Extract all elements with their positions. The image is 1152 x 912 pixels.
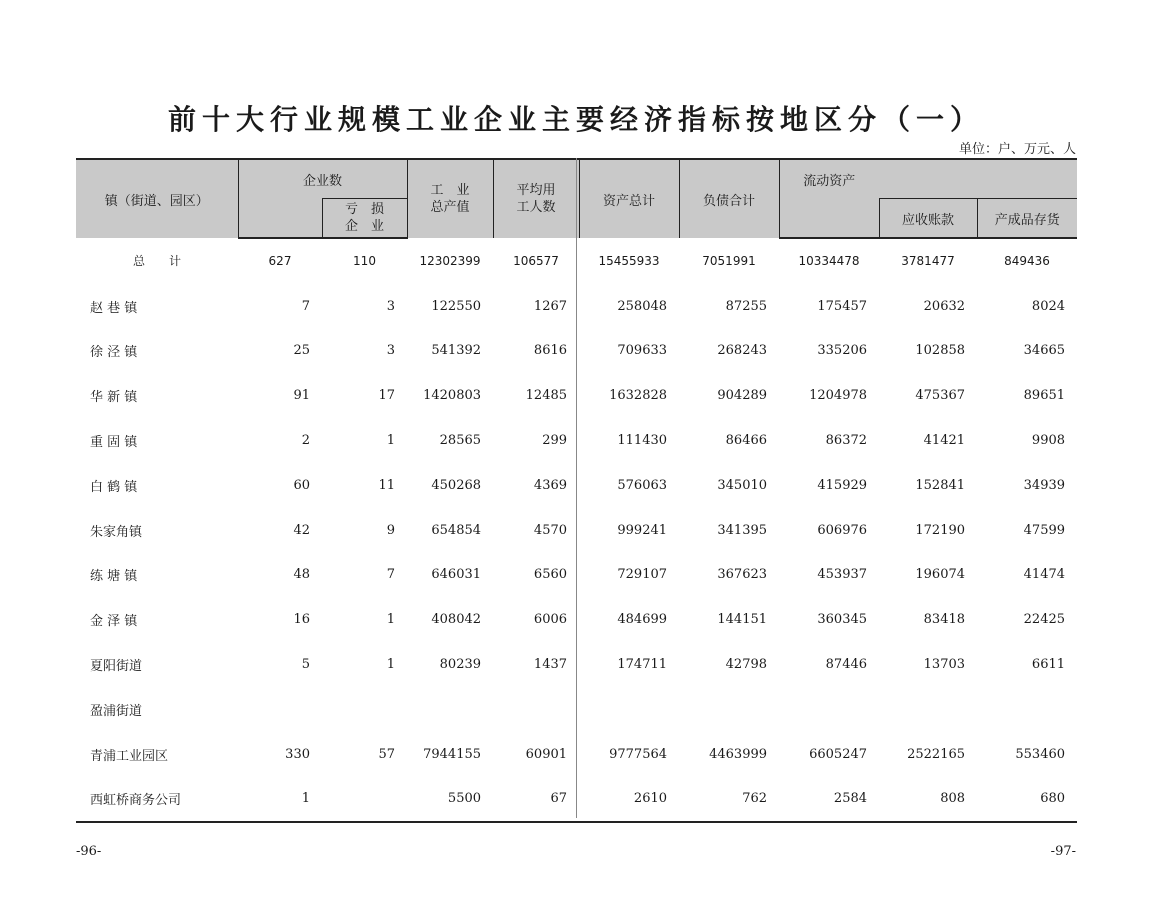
cell-receivables: 152841 [915,477,966,493]
cell-liabilities: 367623 [717,567,768,583]
cell-output: 654854 [431,522,482,538]
header-liabilities: 负债合计 [679,159,779,238]
header-spacer [879,159,1077,199]
cell-receivables: 808 [879,777,977,823]
cell-liabilities: 762 [679,777,779,823]
cell-loss: 9 [386,522,396,538]
cell-inventory: 89651 [1023,388,1066,404]
cell-liabilities [679,687,779,732]
cell-liabilities: 345010 [717,477,768,493]
cell-loss: 11 [378,477,396,493]
cell-workers: 6006 [533,612,568,628]
cell-output: 408042 [431,612,482,628]
header-current-assets: 流动资产 [779,159,879,199]
cell-output: 28565 [439,433,482,449]
town-name: 白 鹤 镇 [90,479,138,495]
cell-enterprises [238,687,322,732]
cell-current-assets: 1204978 [809,388,868,404]
cell-current-assets: 360345 [817,612,868,628]
cell-receivables: 41421 [923,433,966,449]
cell-output: 7944155 [423,746,482,762]
cell-enterprises: 60 [293,477,310,493]
cell-output: 80239 [439,657,482,673]
cell-output: 5500 [407,777,493,823]
cell-receivables: 83418 [923,612,966,628]
cell-receivables: 20632 [923,298,966,314]
cell-assets: 999241 [617,522,668,538]
cell-loss: 3 [386,343,396,359]
unit-label: 单位：户、万元、人 [958,142,1076,157]
cell-inventory: 34939 [1023,477,1066,493]
cell-inventory: 9908 [1031,433,1066,449]
cell-receivables: 102858 [915,343,966,359]
cell-enterprises: 42 [293,522,310,538]
cell-loss: 1 [386,433,396,449]
cell-liabilities: 144151 [717,612,768,628]
cell-inventory: 34665 [1023,343,1066,359]
cell-receivables: 2522165 [907,746,966,762]
cell-workers: 1267 [533,298,568,314]
header-loss: 亏 损 企 业 [322,199,407,239]
cell-assets: 9777564 [609,746,668,762]
cell-loss: 1 [386,657,396,673]
town-name: 金 泽 镇 [90,614,138,630]
cell-loss: 57 [378,746,396,762]
cell-enterprises: 91 [293,388,310,404]
cell-loss: 3 [386,298,396,314]
town-name: 赵 巷 镇 [90,300,138,316]
cell-liabilities: 42798 [725,657,768,673]
cell-assets: 484699 [617,612,668,628]
cell-enterprises: 330 [285,746,310,762]
header-assets: 资产总计 [579,159,679,238]
cell-workers: 106577 [513,253,559,268]
header-workers: 平均用 工人数 [493,159,579,238]
cell-workers: 1437 [533,657,568,673]
cell-inventory: 849436 [1004,254,1050,269]
cell-liabilities: 87255 [725,298,768,314]
cell-current-assets: 606976 [817,522,868,538]
town-name: 华 新 镇 [90,390,138,406]
header-receivables: 应收账款 [879,199,977,239]
cell-enterprises: 5 [301,657,310,673]
cell-current-assets [779,687,879,732]
cell-assets: 2610 [579,777,679,823]
cell-workers: 12485 [525,388,568,404]
page-divider [576,158,577,818]
town-name: 重 固 镇 [90,435,138,451]
cell-workers: 4570 [533,522,568,538]
cell-workers: 299 [542,433,568,449]
cell-loss [322,687,407,732]
cell-liabilities: 268243 [717,343,768,359]
cell-enterprises: 627 [268,254,292,269]
cell-inventory: 680 [977,777,1077,823]
page-title: 前十大行业规模工业企业主要经济指标按地区分（一） [167,103,984,136]
cell-current-assets: 86372 [825,433,868,449]
cell-assets: 709633 [617,343,668,359]
header-town: 镇（街道、园区） [76,159,238,238]
cell-loss: 110 [353,254,376,269]
cell-liabilities: 86466 [725,433,768,449]
cell-current-assets: 175457 [817,298,868,314]
header-enterprises: 企业数 [238,159,407,199]
cell-workers: 67 [493,777,579,823]
header-output: 工 业 总产值 [407,159,493,238]
cell-output: 541392 [431,343,482,359]
cell-current-assets: 415929 [817,477,868,493]
page-number-right: -97- [1050,844,1076,859]
cell-output: 12302399 [419,253,481,268]
cell-assets: 174711 [617,657,668,673]
cell-receivables: 3781477 [901,254,955,269]
cell-workers: 4369 [533,477,568,493]
cell-current-assets: 6605247 [809,746,868,762]
cell-loss: 1 [386,612,396,628]
cell-receivables: 13703 [923,657,966,673]
cell-output: 646031 [431,567,482,583]
cell-enterprises: 2 [301,433,310,449]
town-name: 盈浦街道 [90,703,143,719]
cell-receivables: 172190 [915,522,966,538]
cell-enterprises: 16 [293,612,310,628]
cell-assets: 258048 [617,298,668,314]
cell-inventory: 41474 [1023,567,1066,583]
cell-current-assets: 453937 [817,567,868,583]
cell-enterprises: 48 [293,567,310,583]
town-name: 朱家角镇 [90,524,143,540]
town-name: 西虹桥商务公司 [76,777,238,823]
cell-workers: 8616 [533,343,568,359]
cell-workers: 6560 [533,567,568,583]
header-enterprises-spacer [238,199,322,239]
cell-output: 122550 [431,298,482,314]
cell-liabilities: 4463999 [709,746,768,762]
cell-workers: 60901 [525,746,568,762]
cell-assets: 111430 [617,433,668,449]
cell-enterprises: 25 [293,343,310,359]
town-name: 青浦工业园区 [90,748,169,764]
cell-loss [322,777,407,823]
cell-assets: 729107 [617,567,668,583]
cell-inventory [977,687,1077,732]
cell-loss: 17 [378,388,396,404]
cell-receivables: 475367 [915,388,966,404]
cell-inventory: 6611 [1031,657,1066,673]
cell-assets: 1632828 [609,388,668,404]
town-name: 总 计 [132,254,181,269]
cell-inventory: 553460 [1015,746,1066,762]
cell-inventory: 47599 [1023,522,1066,538]
cell-assets [579,687,679,732]
cell-enterprises: 7 [301,298,310,314]
town-name: 夏阳街道 [90,659,143,675]
cell-liabilities: 904289 [717,388,768,404]
cell-workers [493,687,579,732]
cell-loss: 7 [386,567,396,583]
page-number-left: -96- [76,844,102,859]
cell-enterprises: 1 [238,777,322,823]
cell-inventory: 22425 [1023,612,1066,628]
cell-output: 1420803 [423,388,482,404]
cell-receivables: 196074 [915,567,966,583]
cell-receivables [879,687,977,732]
header-current-spacer [779,199,879,239]
cell-output [407,687,493,732]
town-name: 徐 泾 镇 [90,345,138,361]
cell-current-assets: 87446 [825,657,868,673]
cell-liabilities: 341395 [717,522,768,538]
cell-current-assets: 2584 [779,777,879,823]
town-name: 练 塘 镇 [90,569,138,585]
cell-inventory: 8024 [1031,298,1066,314]
cell-current-assets: 10334478 [798,254,860,269]
cell-current-assets: 335206 [817,343,868,359]
cell-assets: 576063 [617,477,668,493]
cell-assets: 15455933 [598,253,660,268]
cell-liabilities: 7051991 [702,253,756,268]
cell-output: 450268 [431,477,482,493]
header-inventory: 产成品存货 [977,199,1077,239]
